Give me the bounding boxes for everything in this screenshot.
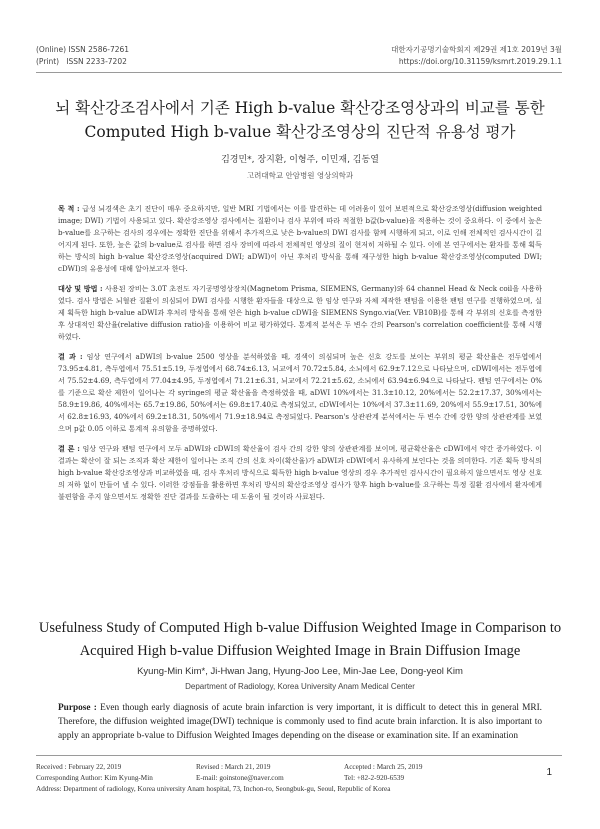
english-purpose-label: Purpose : [58,703,97,713]
english-purpose-text: Even though early diagnosis of acute brain infarction is very important, it is difficult to detect this in general MRI. Therefore, the diffusion weighted image(DWI) technique is commonly used to find acute brain infarction. It is also important to apply an appropriate b-value to Diffusion Weighted Images depending on the disease or examination site. If an examination [58,703,542,741]
abstract-purpose [58,203,542,275]
corresponding-author: Corresponding Author: Kim Kyung-Min [36,774,153,782]
english-title [20,617,580,663]
korean-authors: 김경민*, 장지환, 이형주, 이민재, 김동열 [221,155,379,165]
conclusion-label: 결 론 : [58,444,80,453]
korean-abstract [58,203,542,609]
purpose-text: 급성 뇌경색은 초기 진단이 매우 중요하지만, 일반 MRI 기법에서는 이를 발견하는 데 어려움이 있어 보편적으로 확산강조영상(diffusion weighted image; DWI) 기법이 사용되고 있다. 확산강조영상 검사에서는 질환이나 검사 부위에 따라 적절한 b값(b-value)을 적용하는 것이 중요하다. 이 중에서 높은 b-value를 요구하는 검사의 경우에는 정확한 진단을 위해서 추가적으로 낮은 b-value의 DWI 검사를 함께 시행하게 되고, 이로 인해 전체적인 검사시간이 길어지게 된다. 또한, 높은 값의 b-value로 검사를 하면 검사 장비에 따라서 전체적인 영상의 질이 현저히 저하될 수 있다. 이에 본 연구에서는 환자를 통해 획득하는 방식의 high b-value 확산강조영상(acquired DWI; aDWI)이 아닌 후처리 방식을 통해 재구성한 high b-value 확산강조영상(computed DWI; cDWI)의 유용성에 대해 알아보고자 한다. [58,204,542,273]
author-email[interactable]: E-mail: goinstone@naver.com [196,774,284,782]
purpose-label: 목 적 : [58,204,80,213]
english-title-line-1: Usefulness Study of Computed High b-value Diffusion Weighted Image in Comparison to [38,620,562,636]
results-label: 결 과 : [58,352,83,361]
footer-address-row [36,784,516,795]
abstract-results [58,351,542,435]
page-number: 1 [546,767,552,778]
english-affiliation: Department of Radiology, Korea University Anam Medical Center [185,682,415,691]
conclusion-text: 임상 연구와 팬텀 연구에서 모두 aDWI와 cDWI의 확산율이 검사 간의 강한 양의 상관관계를 보이며, 평균확산율은 cDWI에서 약간 증가하였다. 이 결과는 확산이 잘 되는 조직과 확산 제한이 일어나는 조직 간의 신호 차이(확산율)가 aDWI과 cDWI에서 유사하게 보인다는 것을 의미한다. 기존 획득 방식의 high b-value 확산강조영상과 비교하였을 때, 검사 후처리 방식으로 획득한 high b-value 영상의 경우 추가적인 검사시간이 필요하지 않으면서도 영상 신호의 저하 없이 만들어 낼 수 있다. 이러한 강점들을 활용하면 후처리 방식의 확산강조영상 검사가 향후 high b-value를 요구하는 특정 질환 검사에서 환자에게 불편함을 주지 않으면서도 정확한 진단 결과를 도출하는 데 도움이 될 것이라 사료된다. [58,444,542,501]
korean-affiliation: 고려대학교 안암병원 영상의학과 [246,171,354,180]
abstract-methods [58,283,542,343]
methods-text: 사용된 장비는 3.0T 초전도 자기공명영상장치(Magnetom Prisma, SIEMENS, Germany)와 64 channel Head & Neck coil을 사용하였다. 검사 방법은 뇌혈관 질환이 의심되어 DWI 검사를 시행한 환자들을 대상으로 한 임상 연구와 자체 제작한 팬텀을 이용한 팬텀 연구를 진행하였으며, 실제 획득한 high b-value aDWI과 후처리 방식을 통해 얻은 high b-value cDWI을 SIEMENS Syngo.via(Ver. VB10B)를 통해 각 부위의 신호를 측정한 후 상대적인 확산율(relative diffusion ratio)을 이용하여 비교 평가하였다. 통계적 분석은 두 변수 간의 Pearson's correlation coefficient를 통해 시행하였다. [58,284,542,341]
english-abstract-purpose [58,701,542,755]
author-address: Address: Department of radiology, Korea university Anam hospital, 73, Inchon-ro, Seongbuk-gu, Seoul, Republic of Korea [36,785,391,793]
english-title-line-2: Acquired High b-value Diffusion Weighted Image in Brain Diffusion Image [79,643,521,659]
abstract-conclusion [58,443,542,503]
footer-info [36,762,516,795]
korean-title-line-1: 뇌 확산강조검사에서 기존 High b-value 확산강조영상과의 비교를 통한 [55,99,545,117]
english-authors: Kyung-Min Kim*, Ji-Hwan Jang, Hyung-Joo Lee, Min-Jae Lee, Dong-yeol Kim [137,666,463,677]
footer-divider [36,755,562,756]
footer-contact [36,773,516,784]
accepted-date: Accepted : March 25, 2019 [344,763,423,771]
korean-title-line-2: Computed High b-value 확산강조영상의 진단적 유용성 평가 [84,123,516,141]
header-divider [36,72,562,73]
journal-name: 대한자기공명기술학회지 제29권 제1호 2019년 3월 [391,45,562,54]
methods-label: 대상 및 방법 : [58,284,103,293]
korean-title [30,96,570,144]
revised-date: Revised : March 21, 2019 [196,763,271,771]
footer-dates [36,762,516,773]
doi-link[interactable]: https://doi.org/10.31159/ksmrt.2019.29.1.1 [398,57,562,66]
author-phone: Tel: +82-2-920-6539 [344,774,405,782]
issn-online: (Online) ISSN 2586-7261 [36,45,130,54]
journal-info [391,44,562,68]
issn-block [36,44,129,68]
issn-print: (Print) ISSN 2233-7202 [36,57,127,66]
results-text: 임상 연구에서 aDWI의 b-value 2500 영상을 분석하였을 때, 경색이 의심되며 높은 신호 강도를 보이는 부위의 평균 확산율은 전두엽에서 73.95±4.81, 측두엽에서 75.51±5.19, 두정엽에서 68.74±6.13, 뇌교에서 70.72±5.84, 소뇌에서 62.9±7.12으로 나타났으며, cDWI에서는 전두엽에서 75.52±4.69, 측두엽에서 77.04±4.95, 두정엽에서 71.21±6.31, 뇌교에서 72.21±5.62, 소뇌에서 63.94±6.94으로 나타났다. 팬텀 연구에서는 0%를 기준으로 확산 제한이 일어나는 각 syringe의 평균 확산율을 측정하였을 때, aDWI 10%에서는 31.3±10.12, 20%에서는 52.2±17.37, 30%에서는 58.9±19.86, 40%에서는 65.7±19.86, 50%에서는 69.8±17.40로 측정되었고, cDWI에서는 10%에서 37.3±11.69, 20%에서 55.9±17.51, 30%에서 62.8±16.93, 40%에서 69.2±18.31, 50%에서 71.9±18.94로 측정되었다. Pearson's 상관관계 분석에서는 두 변수 간에 강한 양의 상관관계를 보였으며 p값 0.05 이하로 통계적 유의함을 증명하였다. [58,352,542,433]
received-date: Received : February 22, 2019 [36,763,122,771]
